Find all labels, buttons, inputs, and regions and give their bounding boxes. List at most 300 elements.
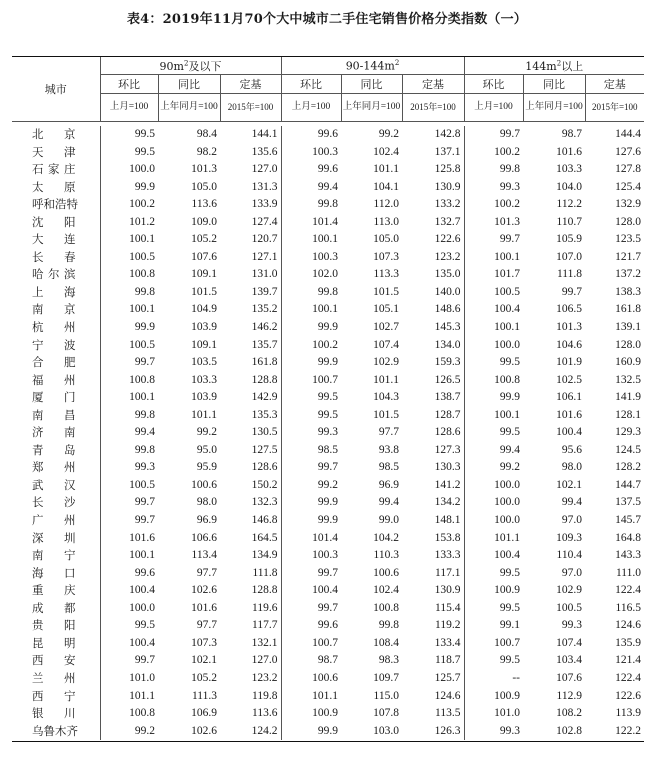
city-name: 贵阳 [12,617,100,635]
index-value: 124.6 [615,619,641,632]
index-value: 137.1 [402,144,464,162]
index-value: 132.9 [615,198,641,211]
index-value: 105.2 [191,671,217,684]
index-value: 99.8 [134,408,155,421]
index-value: 96.9 [196,514,217,527]
index-value: 122.4 [615,584,641,597]
index-value: 102.6 [191,584,217,597]
index-value: 99.5 [317,391,338,404]
table-row [12,179,644,197]
index-value: 123.5 [615,233,641,246]
index-value: 164.8 [615,531,641,544]
index-value: 99.3 [499,724,520,737]
table-row [12,600,644,618]
index-value: 144.1 [220,126,281,144]
index-value: 100.5 [129,250,155,263]
base-header-yoy: 上年同月=100 [523,94,585,122]
index-value: 125.8 [402,161,464,179]
index-value: 109.0 [191,215,217,228]
index-value: 101.6 [556,145,582,158]
index-value: 100.1 [312,303,338,316]
index-value: 108.2 [556,707,582,720]
index-value: 98.7 [317,654,338,667]
index-value: 103.4 [556,654,582,667]
index-value: 111.8 [220,565,281,583]
city-column-header: 城市 [12,57,100,122]
index-value: 104.3 [373,391,399,404]
index-value: 116.5 [615,601,641,614]
index-value: 130.5 [220,424,281,442]
index-value: 104.6 [556,338,582,351]
index-value: 109.7 [373,671,399,684]
table-row [12,494,644,512]
index-value: 99.5 [134,619,155,632]
index-value: 132.3 [220,494,281,512]
index-value: 100.4 [129,584,155,597]
index-value: 99.8 [317,198,338,211]
sub-header-mom: 环比 [281,75,341,94]
index-value: 100.8 [373,601,399,614]
index-value: 128.6 [220,459,281,477]
index-value: 98.4 [196,128,217,140]
city-name: 昆明 [12,635,100,653]
index-value: 107.4 [373,338,399,351]
table-row [12,705,644,723]
index-value: 99.7 [134,654,155,667]
index-value: 99.4 [378,496,399,509]
index-value: 137.5 [615,496,641,509]
index-value: 100.9 [312,707,338,720]
index-value: 98.7 [561,128,582,140]
base-header-mom: 上月=100 [464,94,523,122]
index-value: 111.8 [556,268,582,281]
index-value: 99.5 [317,408,338,421]
index-value: 99.5 [499,356,520,369]
index-value: 128.1 [615,408,641,421]
index-value: 97.0 [561,514,582,527]
index-value: 102.4 [373,145,399,158]
index-value: 133.2 [402,196,464,214]
index-value: 102.8 [556,724,582,737]
index-value: 99.9 [317,514,338,527]
index-value: 100.4 [494,303,520,316]
index-value: 98.2 [196,145,217,158]
index-value: 106.6 [191,531,217,544]
index-value: 111.3 [191,689,217,702]
table-row [12,161,644,179]
index-value: 99.6 [317,128,338,140]
index-value: 100.4 [494,549,520,562]
index-value: 99.9 [317,496,338,509]
index-value: 113.6 [220,705,281,723]
index-value: 99.4 [134,426,155,439]
index-value: 103.5 [191,356,217,369]
index-value: 99.5 [499,601,520,614]
index-value: 127.6 [615,145,641,158]
base-header-fixed: 2015年=100 [402,94,464,122]
table-row [12,319,644,337]
index-value: 109.3 [556,531,582,544]
index-value: 98.0 [196,496,217,509]
base-header-mom: 上月=100 [281,94,341,122]
index-value: 133.9 [220,196,281,214]
city-name: 长春 [12,249,100,267]
table-row [12,565,644,583]
city-name: 海口 [12,565,100,583]
index-value: 107.3 [191,636,217,649]
index-value: 143.3 [615,549,641,562]
index-value: 99.5 [499,426,520,439]
index-value: 100.0 [494,338,520,351]
sub-header-fixed: 定基 [220,75,281,94]
table-row [12,196,644,214]
index-value: 99.5 [499,654,520,667]
index-value: 99.3 [561,619,582,632]
index-value: 100.8 [129,268,155,281]
index-value: 153.8 [402,530,464,548]
index-value: 102.7 [373,321,399,334]
index-value: 125.4 [615,180,641,193]
index-value: 148.6 [402,301,464,319]
index-value: 100.5 [556,601,582,614]
index-value: 95.6 [561,443,582,456]
city-name: 哈尔滨 [12,266,100,284]
city-name: 西安 [12,652,100,670]
index-value: 104.1 [373,180,399,193]
index-value: 100.3 [312,250,338,263]
city-name: 呼和浩特 [12,196,100,214]
city-name: 南昌 [12,407,100,425]
index-value: 97.7 [196,619,217,632]
index-value: 100.5 [494,285,520,298]
group-header-medium: $90-144m^2$ [281,57,464,75]
index-value: 101.3 [191,163,217,176]
index-value: 134.2 [402,494,464,512]
table-row [12,670,644,688]
sub-header-yoy: 同比 [523,75,585,94]
index-value: 99.3 [317,426,338,439]
table-row [12,354,644,372]
sub-header-yoy: 同比 [158,75,220,94]
index-value: 99.0 [378,514,399,527]
index-value: 100.7 [312,373,338,386]
city-name: 南京 [12,301,100,319]
index-value: 100.2 [494,198,520,211]
city-name: 青岛 [12,442,100,460]
index-value: 103.9 [191,321,217,334]
index-value: 100.0 [494,496,520,509]
index-value: 110.3 [373,549,399,562]
table-row [12,635,644,653]
city-name: 石家庄 [12,161,100,179]
index-value: 119.2 [402,617,464,635]
index-value: 144.7 [615,478,641,491]
index-value: 112.2 [556,198,582,211]
index-value: 130.9 [402,179,464,197]
index-value: 102.1 [191,654,217,667]
index-value: 111.0 [615,566,641,579]
index-value: 142.9 [220,389,281,407]
index-value: 150.2 [220,477,281,495]
index-value: 101.1 [312,689,338,702]
index-value: 101.1 [129,689,155,702]
table-title: 表4：2019年11月70个大中城市二手住宅销售价格分类指数（一） [126,12,527,27]
city-name: 福州 [12,372,100,390]
index-value: 133.4 [402,635,464,653]
index-value: 99.2 [317,478,338,491]
index-value: 134.9 [220,547,281,565]
city-name: 合肥 [12,354,100,372]
index-value: 135.0 [402,266,464,284]
base-header-mom: 上月=100 [100,94,158,122]
index-value: 122.6 [402,231,464,249]
index-value: 99.7 [134,356,155,369]
index-value: 104.0 [556,180,582,193]
index-value: 144.4 [615,128,641,140]
table-row [12,266,644,284]
index-value: 99.5 [499,566,520,579]
index-value: 112.9 [556,689,582,702]
sub-header-mom: 环比 [100,75,158,94]
table-row [12,530,644,548]
index-value: 146.8 [220,512,281,530]
index-value: 124.5 [615,443,641,456]
index-value: 105.0 [191,180,217,193]
index-value: 135.9 [615,636,641,649]
index-value: 99.7 [317,566,338,579]
index-value: 110.4 [556,549,582,562]
index-value: 138.7 [402,389,464,407]
index-value: 101.6 [191,601,217,614]
city-name: 杭州 [12,319,100,337]
city-name: 西宁 [12,688,100,706]
index-value: 96.9 [378,478,399,491]
index-value: 99.9 [317,356,338,369]
index-value: 101.7 [494,268,520,281]
index-value: 100.5 [129,338,155,351]
index-value: 101.1 [373,163,399,176]
index-value: 135.6 [220,144,281,162]
index-value: 101.2 [129,215,155,228]
index-value: 101.4 [312,215,338,228]
index-value: 101.0 [494,707,520,720]
index-value: 100.8 [129,373,155,386]
index-value: 133.3 [402,547,464,565]
table-row [12,459,644,477]
index-value: 130.9 [402,582,464,600]
index-value: 101.3 [494,215,520,228]
table-row [12,372,644,390]
index-value: 99.6 [317,163,338,176]
index-value: 119.8 [220,688,281,706]
index-value: 142.8 [402,126,464,144]
index-value: 103.0 [373,724,399,737]
index-value: 99.8 [499,163,520,176]
index-value: 99.8 [134,285,155,298]
index-value: 135.2 [220,301,281,319]
index-value: 99.5 [134,145,155,158]
city-name: 乌鲁木齐 [12,723,100,741]
index-value: 101.1 [191,408,217,421]
index-value: 102.9 [373,356,399,369]
index-value: 135.7 [220,337,281,355]
table-row [12,442,644,460]
index-value: 126.5 [402,372,464,390]
index-value: 134.0 [402,337,464,355]
index-value: 105.1 [373,303,399,316]
index-value: 99.9 [134,180,155,193]
index-value: 103.3 [556,163,582,176]
city-name: 宁波 [12,337,100,355]
index-value: 98.5 [317,443,338,456]
table-row [12,231,644,249]
index-value: 99.9 [317,321,338,334]
index-value: 104.9 [191,303,217,316]
city-name: 天津 [12,144,100,162]
base-header-fixed: 2015年=100 [585,94,644,122]
index-value: 100.6 [312,671,338,684]
index-value: 129.3 [615,426,641,439]
index-value: 104.2 [373,531,399,544]
index-value: 100.1 [494,408,520,421]
index-value: 101.3 [556,321,582,334]
index-value: 99.3 [134,461,155,474]
index-value: 141.9 [615,391,641,404]
index-value: 99.7 [317,601,338,614]
index-value: 107.6 [556,671,582,684]
sub-header-fixed: 定基 [585,75,644,94]
index-value: 101.9 [556,356,582,369]
index-value: 100.3 [312,549,338,562]
city-name: 太原 [12,179,100,197]
index-value: 117.7 [220,617,281,635]
index-value: 105.9 [556,233,582,246]
index-value: 99.7 [499,233,520,246]
index-value: 101.6 [556,408,582,421]
index-value: 100.1 [129,391,155,404]
index-value: 98.0 [561,461,582,474]
table-row [12,407,644,425]
index-value: 100.5 [129,478,155,491]
index-value: 160.9 [615,356,641,369]
index-value: 139.1 [615,321,641,334]
index-value: 100.3 [312,145,338,158]
index-value: 112.0 [373,198,399,211]
index-value: 118.7 [402,652,464,670]
city-name: 大连 [12,231,100,249]
group-header-small: $90m^2$及以下 [100,57,281,75]
index-value: 146.2 [220,319,281,337]
index-value: 93.8 [378,443,399,456]
city-name: 厦门 [12,389,100,407]
city-name: 广州 [12,512,100,530]
index-value: 107.0 [556,250,582,263]
index-value: 109.1 [191,268,217,281]
index-value: 99.7 [499,128,520,140]
index-value: 110.7 [556,215,582,228]
index-value: 108.4 [373,636,399,649]
table-row [12,547,644,565]
index-value: 130.3 [402,459,464,477]
index-value: 99.4 [317,180,338,193]
sub-header-fixed: 定基 [402,75,464,94]
index-value: 120.7 [220,231,281,249]
index-value: 99.8 [378,619,399,632]
index-value: 97.7 [378,426,399,439]
index-value: 100.6 [373,566,399,579]
index-value: 123.2 [402,249,464,267]
index-value: 127.1 [220,249,281,267]
index-value: 105.0 [373,233,399,246]
index-value: 99.2 [134,724,155,737]
city-name: 南宁 [12,547,100,565]
index-value: 125.7 [402,670,464,688]
index-value: 103.9 [191,391,217,404]
index-value: 107.3 [373,250,399,263]
index-value: 99.2 [196,426,217,439]
index-value: 124.2 [220,723,281,741]
index-value: 98.3 [378,654,399,667]
index-value: 98.5 [378,461,399,474]
index-value: 101.4 [312,531,338,544]
table-row [12,723,644,741]
table-row [12,424,644,442]
index-value: 148.1 [402,512,464,530]
index-value: 99.7 [317,461,338,474]
table-header [12,57,644,122]
index-value: 137.2 [615,268,641,281]
index-value: 100.0 [494,514,520,527]
index-value: 100.1 [129,549,155,562]
index-value: 100.1 [494,250,520,263]
index-value: 131.0 [220,266,281,284]
index-value: 100.2 [129,198,155,211]
index-value: 128.6 [402,424,464,442]
index-value: 127.0 [220,652,281,670]
index-value: 97.7 [196,566,217,579]
table-row [12,617,644,635]
index-value: 106.9 [191,707,217,720]
city-name: 兰州 [12,670,100,688]
index-value: 100.0 [129,601,155,614]
index-value: 107.6 [191,250,217,263]
index-value: 99.5 [134,128,155,140]
index-value: 99.8 [317,285,338,298]
index-value: 115.4 [402,600,464,618]
index-value: 128.0 [615,338,641,351]
index-value: 99.4 [499,443,520,456]
index-value: 99.6 [134,566,155,579]
index-value: 131.3 [220,179,281,197]
index-value: 100.4 [312,584,338,597]
sub-header-mom: 环比 [464,75,523,94]
index-value: 100.6 [191,478,217,491]
index-value: 100.9 [494,689,520,702]
index-value: 109.1 [191,338,217,351]
index-value: 101.1 [494,531,520,544]
table-row [12,652,644,670]
index-value: 100.4 [129,636,155,649]
index-value: 99.9 [499,391,520,404]
index-value: 126.3 [402,723,464,741]
index-value: 128.2 [615,461,641,474]
index-value: 99.7 [134,496,155,509]
index-value: 101.6 [129,531,155,544]
index-value: 99.2 [499,461,520,474]
city-name: 沈阳 [12,214,100,232]
index-value: 100.2 [494,145,520,158]
index-value: 106.5 [556,303,582,316]
